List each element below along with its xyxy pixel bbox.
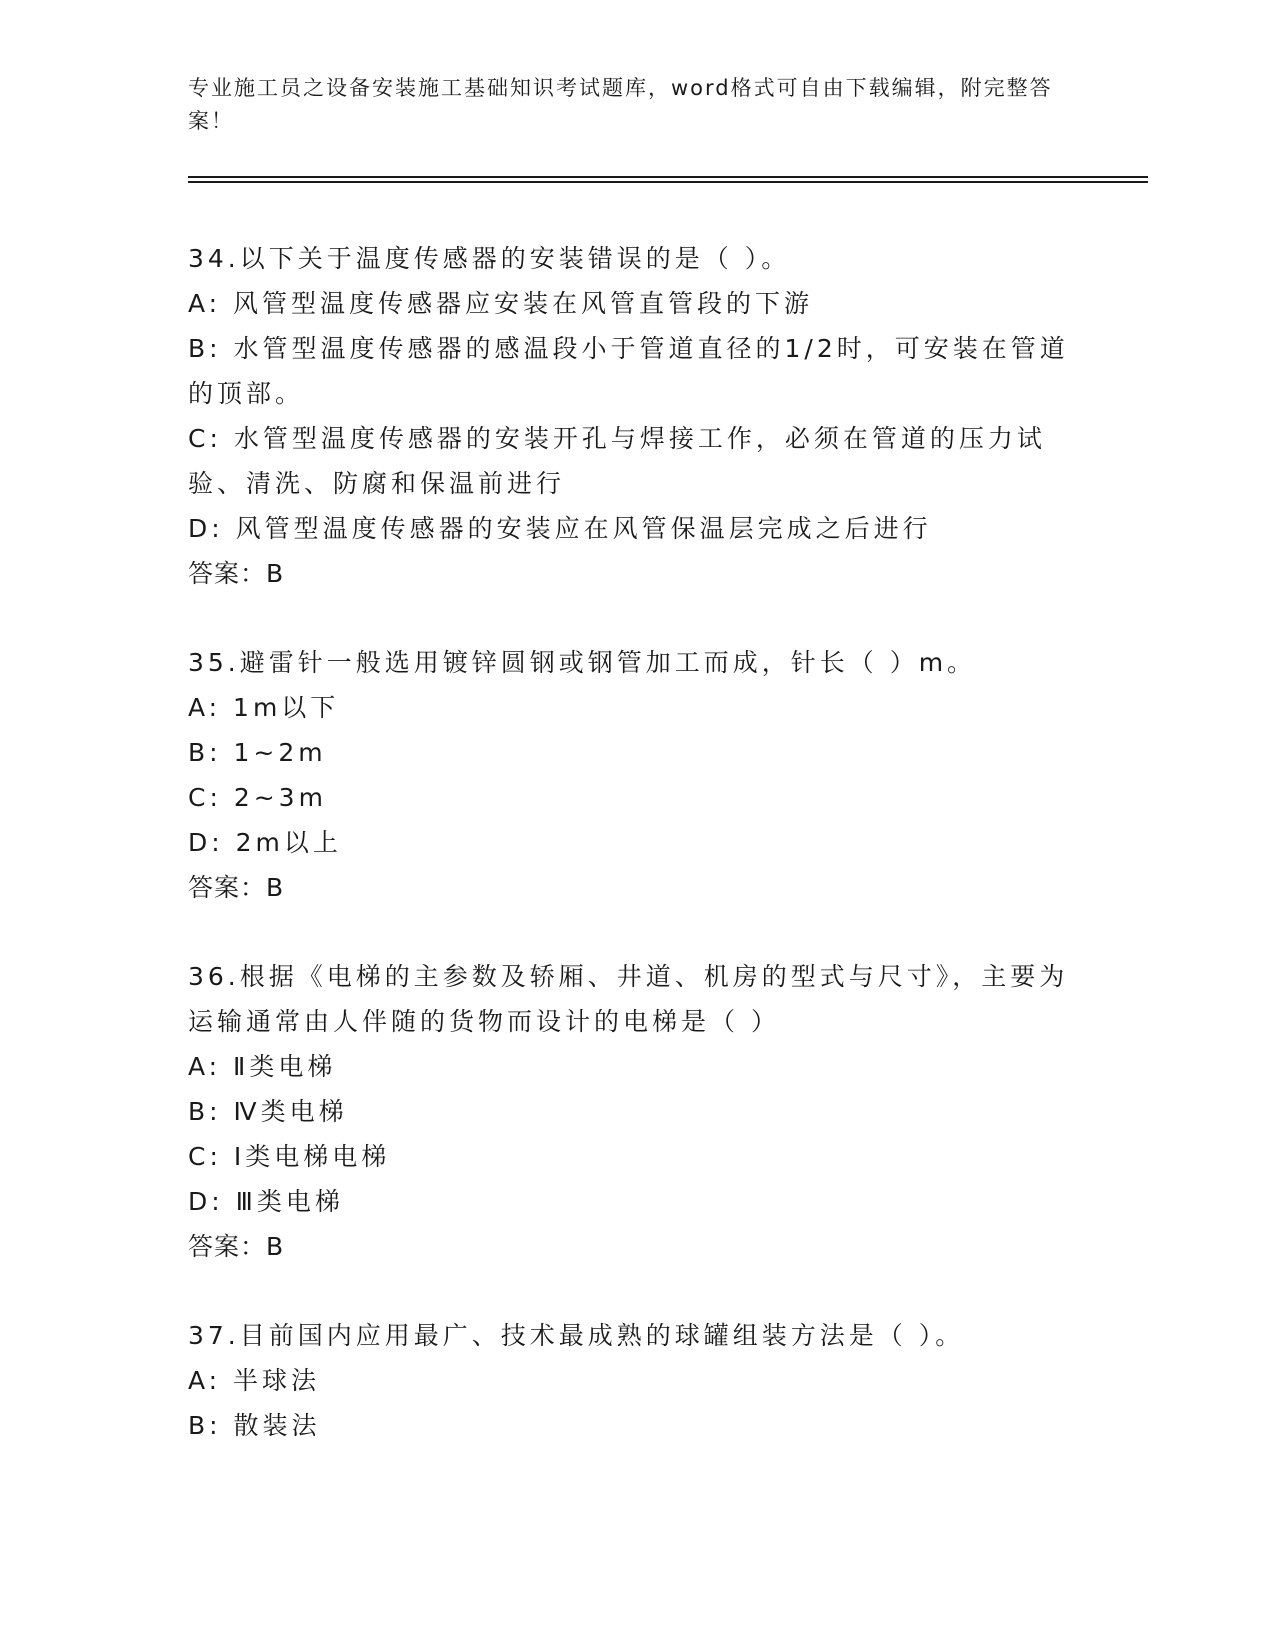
option-d: D: 2m以上 [188, 828, 342, 857]
option-a: A: 风管型温度传感器应安装在风管直管段的下游 [188, 289, 814, 318]
option-b: B: 水管型温度传感器的感温段小于管道直径的1/2时，可安装在管道的顶部。 [188, 334, 1069, 408]
answer: 答案：B [188, 559, 285, 588]
question-stem: 34.以下关于温度传感器的安装错误的是（ ）。 [188, 244, 791, 273]
option-d: D: 风管型温度传感器的安装应在风管保温层完成之后进行 [188, 514, 932, 543]
document-header: 专业施工员之设备安装施工基础知识考试题库，word格式可自由下载编辑，附完整答案！ [188, 76, 1053, 133]
question-stem: 35.避雷针一般选用镀锌圆钢或钢管加工而成，针长（ ）m。 [188, 648, 977, 677]
header-rule-top [188, 176, 1148, 178]
question-stem: 36.根据《电梯的主参数及轿厢、井道、机房的型式与尺寸》，主要为运输通常由人伴随的货物而设计的电梯是（ ） [188, 962, 1069, 1036]
option-a: A: 半球法 [188, 1366, 321, 1395]
question-37 [188, 1313, 1088, 1448]
answer: 答案：B [188, 873, 285, 902]
question-36 [188, 954, 1088, 1269]
option-b: B: 散装法 [188, 1411, 321, 1440]
question-35 [188, 640, 1088, 910]
option-d: D: Ⅲ类电梯 [188, 1187, 344, 1216]
option-c: C: 水管型温度传感器的安装开孔与焊接工作，必须在管道的压力试验、清洗、防腐和保温前进行 [188, 424, 1046, 498]
option-a: A: Ⅱ类电梯 [188, 1052, 337, 1081]
option-a: A: 1m以下 [188, 693, 340, 722]
option-c: C: Ⅰ类电梯电梯 [188, 1142, 391, 1171]
answer: 答案：B [188, 1232, 285, 1261]
header-rule-bottom [188, 181, 1148, 183]
option-c: C: 2~3m [188, 783, 327, 812]
question-34 [188, 236, 1088, 596]
question-list [188, 236, 1088, 1492]
question-stem: 37.目前国内应用最广、技术最成熟的球罐组装方法是（ ）。 [188, 1321, 965, 1350]
option-b: B: Ⅳ类电梯 [188, 1097, 348, 1126]
option-b: B: 1~2m [188, 738, 327, 767]
